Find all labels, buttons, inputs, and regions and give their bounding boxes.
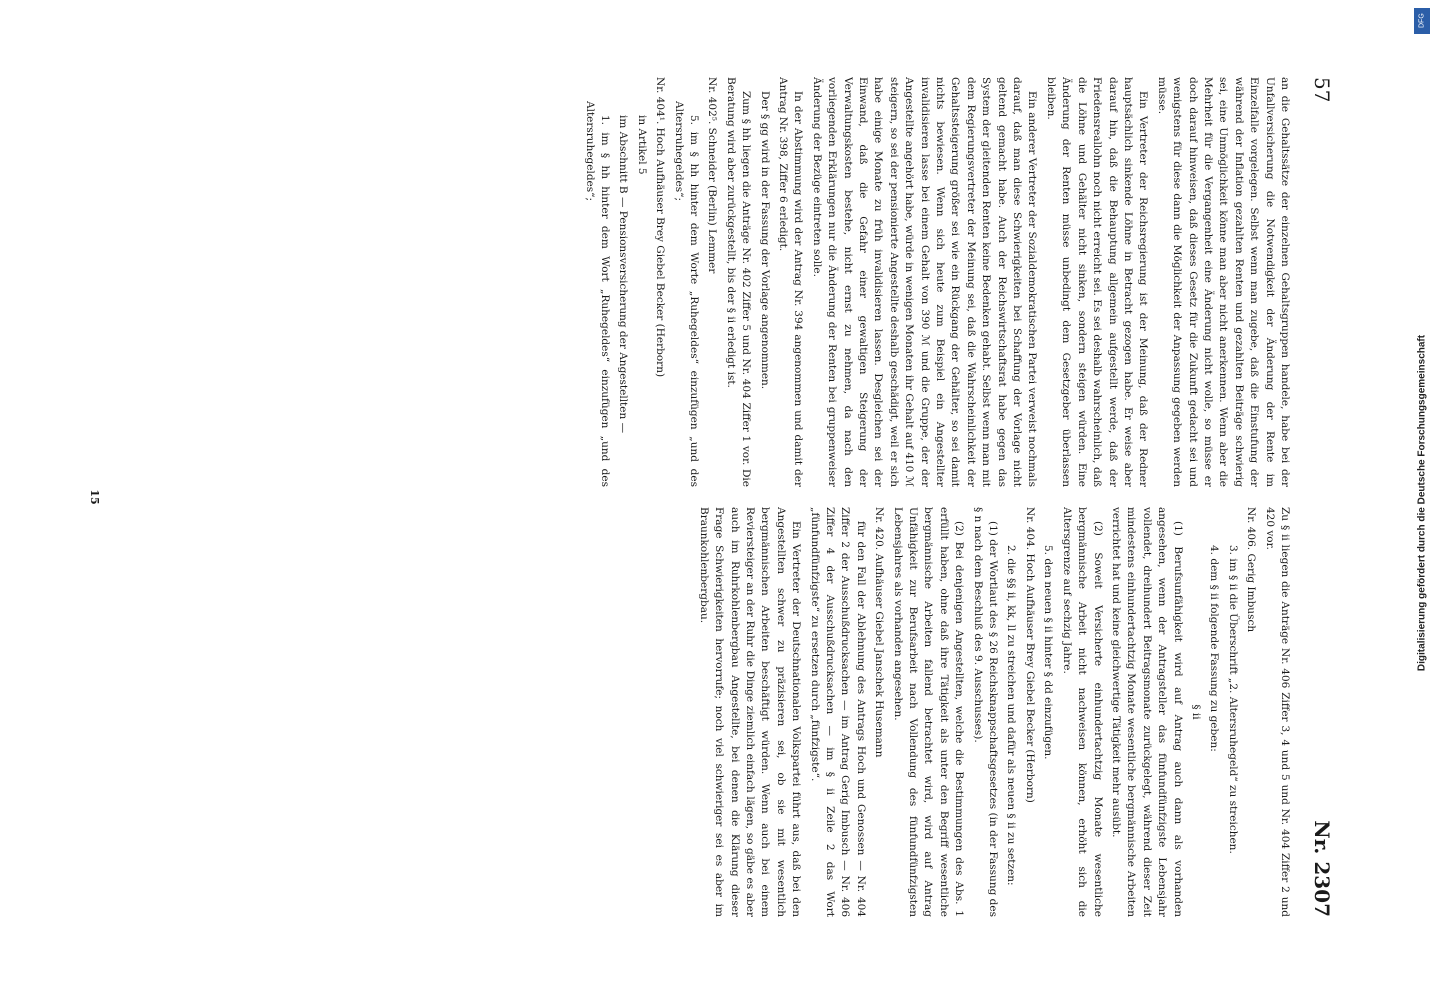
paragraph: Nr. 402⁵. Schneider (Berlin) Lemmer [706,77,719,274]
paragraph: Nr. 406. Gerig Imbusch [1245,507,1258,633]
credit-text: Digitalisierung gefördert durch die Deutsche Forschungsgemeinschaft [1416,334,1428,672]
paragraph: (2) Soweit Versicherte einhundertachtzig Monate wesentliche bergmännische Arbeit nicht nachweisen können, erhöht sich die Altersgrenze auf sechzig Jahre. [1060,507,1104,917]
digitization-credit [1412,8,1432,998]
document-number: Nr. 2307 [1310,820,1334,917]
paragraph: 5. im § hh hinter dem Worte „Ruhegeldes“ einzufügen „und des Altersruhegeldes“; [672,101,700,487]
paragraph: 1. im § hh hinter dem Wort „Ruhegeldes“ einzufügen „und des Altersruhegeldes“; [583,101,611,487]
paragraph: Zu § ii liegen die Anträge Nr. 406 Ziffer 3, 4 und 5 und Nr. 404 Ziffer 2 und 420 vor. [1263,507,1291,917]
paragraph: Nr. 404¹. Hoch Aufhäuser Brey Giebel Becker (Herborn) [654,77,667,378]
dfg-logo: DFG [1414,8,1430,34]
paragraph: In der Abstimmung wird der Antrag Nr. 394 angenommen und damit der Antrag Nr. 398, Ziffer 6 erledigt. [777,77,805,487]
paragraph: Nr. 420. Aufhäuser Giebel Janschek Husemann [873,507,886,758]
paragraph: in Artikel 5 [635,115,648,175]
paragraph: 4. dem § ii folgende Fassung zu geben: [1208,545,1221,752]
paragraph: (2) Bei denjenigen Angestellten, welche die Bestimmungen des Abs. 1 erfüllt haben, ohne daß ihre Tätigkeit als unter den Begriff wesentliche bergmännische Arbeiten fallend betrachtet wird, wird auf Antrag Unfähigkeit zur Berufsarbeit nach Vollendung des fünfundfünfzigsten Lebensjahres als vorhanden angesehen. [891,507,966,917]
right-column [112,507,1292,917]
paragraph: Der § gg wird in der Fassung der Vorlage angenommen. [758,91,771,390]
paragraph: Ein Vertreter der Deutschnationalen Volkspartei führt aus, daß bei den Angestellten schwer zu präzisieren sei, ob sie mit wesentlich bergmännischen Arbeiten beschäftigt würden. Wenn auch bei einem Reviersteiger an der Ruhr die Dinge ziemlich einfach lägen, so gäbe es aber auch im Ruhrkohlenbergbau Angestellte, bei denen die Klärung dieser Frage Schwierigkeiten hervorrufe; noch viel schwieriger sei es aber im Braunkohlenbergbau. [697,507,803,917]
paragraph: Ein Vertreter der Reichsregierung ist der Meinung, daß der Redner hauptsächlich sinkende Löhne in Betracht gezogen habe. Er weise aber darauf hin, daß die Behauptung allgemein aufgestellt werde, daß der Friedensreallohn noch nicht erreicht sei. Es sei deshalb wahrscheinlich, daß die Löhne und Gehälter nicht sinken, sondern steigen würden. Eine Änderung der Renten müsse unbedingt dem Gesetzgeber überlassen bleiben. [1044,77,1150,487]
paragraph: für den Fall der Ablehnung des Antrags Hoch und Genossen — Nr. 404 Ziffer 2 der Ausschußdrucksachen — im Antrag Gerig Imbusch — Nr. 406 Ziffer 4 der Ausschußdrucksachen — im § ii Zeile 2 das Wort „fünfundfünfzigste“ zu ersetzen durch „fünfzigste“. [808,507,867,917]
page-header [1304,77,1334,917]
page-number: 57 [1310,77,1334,103]
paragraph: im Abschnitt B — Pensionsversicherung der Angestellten — [617,115,630,434]
paragraph: Zum § hh liegen die Anträge Nr. 402 Ziffer 5 und Nr. 404 Ziffer 1 vor. Die Beratung wird aber zurückgestellt, bis der § ii erledigt ist. [724,77,753,487]
paragraph: 2. die §§ ii, kk, ll zu streichen und dafür als neuen § ii zu setzen: [1005,545,1018,886]
paragraph: an die Gehaltssätze der einzelnen Gehaltsgruppen handele, habe bei der Unfallversicherung die Notwendigkeit der Änderung der Rente im Einzelfalle vorgelegen. Selbst wenn man zugebe, daß die Einstufung der während der Inflation gezahlten Renten und gezahlten Beiträge schwierig sei, eine Unmöglichkeit könne man aber nicht anerkennen. Wenn aber die Mehrheit für die Vergangenheit eine Änderung nicht wolle, so müsse er doch darauf hinweisen, daß dieses Gesetz für die Zukunft gedacht sei und wenigstens für diese dann die Möglichkeit der Anpassung gegeben werden müsse. [1155,77,1291,487]
paragraph: Ein anderer Vertreter der Sozialdemokratischen Partei verweist nochmals darauf, daß man diese Schwierigkeiten bei Schaffung der Vorlage nicht geltend gemacht habe. Auch der Reichswirtschaftsrat habe gegen das System der gleitenden Renten keine Bedenken gehabt. Selbst wenn man mit dem Regierungsvertreter der Meinung sei, daß die Wahrscheinlichkeit der Gehaltssteigerung größer sei wie ein Rückgang der Gehälter, so sei damit nichts bewiesen. Wenn sich heute zum Beispiel ein Angestellter invalidisieren lasse bei einem Gehalt von 390 ℳ und die Gruppe, der der Angestellte angehört habe, würde in wenigen Monaten ihr Gehalt auf 410 ℳ steigern, so sei der pensionierte Angestellte deshalb geschädigt, weil er sich habe einige Monate zu früh invalidisieren lassen. Desgleichen sei der Einwand, daß die Gefahr einer gewaltigen Steigerung der Verwaltungskosten bestehe, nicht ernst zu nehmen, da nach den vorliegenden Erklärungen nur die Änderung der Renten bei gruppenweiser Änderung der Bezüge eintreten solle. [810,77,1039,487]
paragraph: (1) Berufsunfähigkeit wird auf Antrag auch dann als vorhanden angesehen, wenn der Antragsteller das fünfundfünfzigste Lebensjahr vollendet, dreihundert Beitragsmonate zurückgelegt, während dieser Zeit mindestens einhundertachtzig Monate wesentliche bergmännische Arbeiten verrichtet hat und keine gleichwertige Tätigkeit mehr ausübt. [1109,507,1184,917]
paragraph: (1) der Wortlaut des § 26 Reichsknappschaftsgesetzes (in der Fassung des § n nach dem Beschluß des 9. Ausschusses). [971,507,1000,917]
left-column [112,77,1292,487]
paragraph: § ii [1189,704,1202,720]
document-page [82,37,1352,957]
paragraph: 5. den neuen § ii hinter § dd einzufügen. [1042,545,1055,760]
bottom-page-number: 15 [88,489,101,505]
paragraph: 3. im § ii die Überschrift „2. Altersruhegeld“ zu streichen. [1226,545,1239,854]
paragraph: Nr. 404. Hoch Aufhäuser Brey Giebel Becker (Herborn) [1023,507,1036,803]
